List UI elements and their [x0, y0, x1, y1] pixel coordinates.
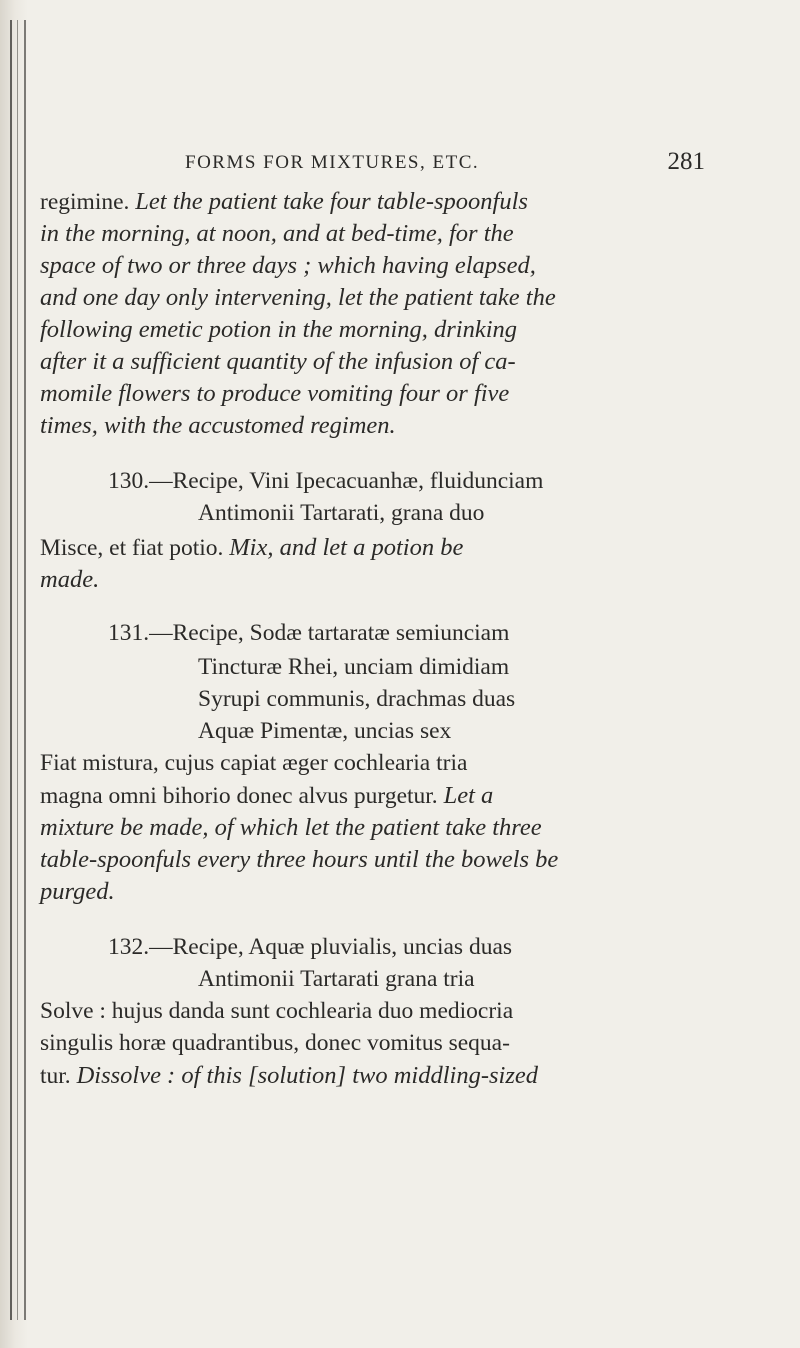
recipe-ingredient: Syrupi communis, drachmas duas: [198, 686, 516, 712]
text-line: following emetic potion in the morning, drinking: [40, 316, 518, 343]
recipe-130-heading: 130.—Recipe, Vini Ipecacuanhæ, fluidunciam: [108, 468, 544, 494]
recipe-ingredient: Antimonii Tartarati grana tria: [198, 966, 475, 992]
text-line: singulis horæ quadrantibus, donec vomitus sequa-: [40, 1030, 510, 1056]
text-line: and one day only intervening, let the patient take the: [40, 284, 556, 311]
gutter-edge-line: [24, 20, 26, 1320]
text-line: in the morning, at noon, and at bed-time, for the: [40, 220, 514, 247]
running-title: FORMS FOR MIXTURES, ETC.: [185, 152, 480, 173]
text-line: momile flowers to produce vomiting four or five: [40, 380, 510, 407]
text-line: times, with the accustomed regimen.: [40, 412, 396, 439]
text-line: magna omni bihorio donec alvus purgetur. Let a: [40, 782, 494, 809]
text-line: Solve : hujus danda sunt cochlearia duo mediocria: [40, 998, 514, 1024]
recipe-ingredient: Aquæ Pimentæ, uncias sex: [198, 718, 452, 744]
page-number: 281: [667, 148, 705, 175]
recipe-ingredient: Antimonii Tartarati, grana duo: [198, 500, 485, 526]
text-line: after it a sufficient quantity of the infusion of ca-: [40, 348, 516, 375]
text-line: space of two or three days ; which having elapsed,: [40, 252, 536, 279]
text-line: mixture be made, of which let the patient take three: [40, 814, 542, 841]
gutter-edge-line: [10, 20, 12, 1320]
recipe-ingredient: Tincturæ Rhei, unciam dimidiam: [198, 654, 510, 680]
text-line: Misce, et fiat potio. Mix, and let a potion be: [40, 534, 464, 561]
running-head: [185, 148, 705, 176]
text-line: purged.: [40, 878, 115, 905]
recipe-132-heading: 132.—Recipe, Aquæ pluvialis, uncias duas: [108, 934, 513, 960]
text-line: tur. Dissolve : of this [solution] two middling-sized: [40, 1062, 538, 1089]
recipe-131-heading: 131.—Recipe, Sodæ tartaratæ semiunciam: [108, 620, 510, 646]
text-line: regimine. Let the patient take four table-spoonfuls: [40, 188, 528, 215]
binding-gutter: [0, 0, 28, 1348]
text-line: table-spoonfuls every three hours until the bowels be: [40, 846, 559, 873]
text-line: Fiat mistura, cujus capiat æger cochlearia tria: [40, 750, 468, 776]
gutter-edge-line: [17, 20, 18, 1320]
text-line: made.: [40, 566, 100, 593]
